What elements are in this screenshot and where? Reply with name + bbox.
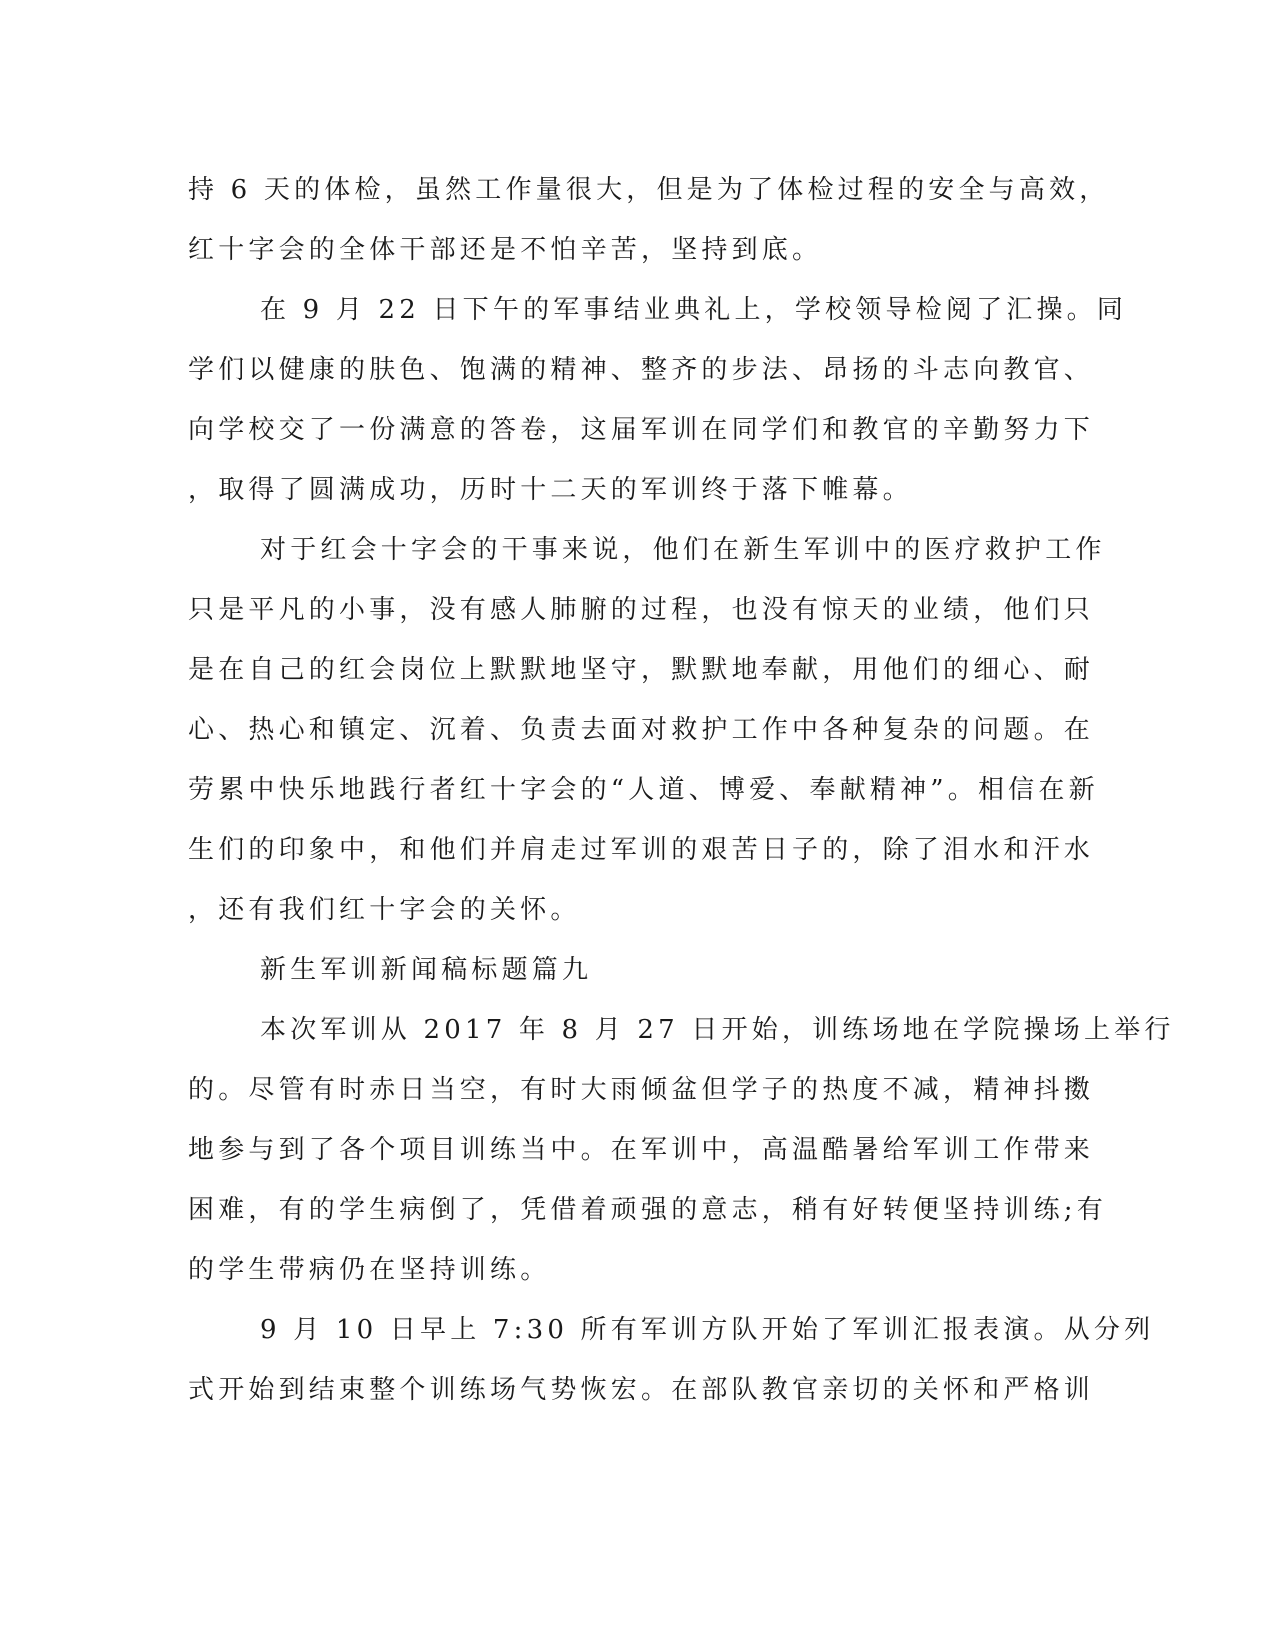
text-line: 本次军训从 2017 年 8 月 27 日开始，训练场地在学院操场上举行 <box>260 1015 1175 1045</box>
text-line: 式开始到结束整个训练场气势恢宏。在部队教官亲切的关怀和严格训 <box>188 1375 1095 1405</box>
text-line: 红十字会的全体干部还是不怕辛苦，坚持到底。 <box>188 235 823 265</box>
text-line: 对于红会十字会的干事来说，他们在新生军训中的医疗救护工作 <box>260 535 1106 565</box>
text-line: 地参与到了各个项目训练当中。在军训中，高温酷暑给军训工作带来 <box>188 1135 1095 1165</box>
text-line: 生们的印象中，和他们并肩走过军训的艰苦日子的，除了泪水和汗水 <box>188 835 1095 865</box>
text-line: 向学校交了一份满意的答卷，这届军训在同学们和教官的辛勤努力下 <box>188 415 1095 445</box>
text-line: 的。尽管有时赤日当空，有时大雨倾盆但学子的热度不减，精神抖擞 <box>188 1075 1095 1105</box>
text-line: 困难，有的学生病倒了，凭借着顽强的意志，稍有好转便坚持训练;有 <box>188 1195 1107 1225</box>
text-line: 学们以健康的肤色、饱满的精神、整齐的步法、昂扬的斗志向教官、 <box>188 355 1095 385</box>
text-line: 只是平凡的小事，没有感人肺腑的过程，也没有惊天的业绩，他们只 <box>188 595 1095 625</box>
text-line: ，取得了圆满成功，历时十二天的军训终于落下帷幕。 <box>188 475 913 505</box>
text-line: 劳累中快乐地践行者红十字会的“人道、博爱、奉献精神”。相信在新 <box>188 775 1099 805</box>
text-line: ，还有我们红十字会的关怀。 <box>188 895 581 925</box>
text-line: 9 月 10 日早上 7:30 所有军训方队开始了军训汇报表演。从分列 <box>260 1315 1155 1345</box>
text-line: 的学生带病仍在坚持训练。 <box>188 1255 551 1285</box>
text-line: 在 9 月 22 日下午的军事结业典礼上，学校领导检阅了汇操。同 <box>260 295 1128 325</box>
body-text <box>188 160 1175 1420</box>
text-line: 是在自己的红会岗位上默默地坚守，默默地奉献，用他们的细心、耐 <box>188 655 1095 685</box>
text-line: 持 6 天的体检，虽然工作量很大，但是为了体检过程的安全与高效， <box>188 175 1110 205</box>
section-heading: 新生军训新闻稿标题篇九 <box>260 955 593 985</box>
text-line: 心、热心和镇定、沉着、负责去面对救护工作中各种复杂的问题。在 <box>188 715 1095 745</box>
